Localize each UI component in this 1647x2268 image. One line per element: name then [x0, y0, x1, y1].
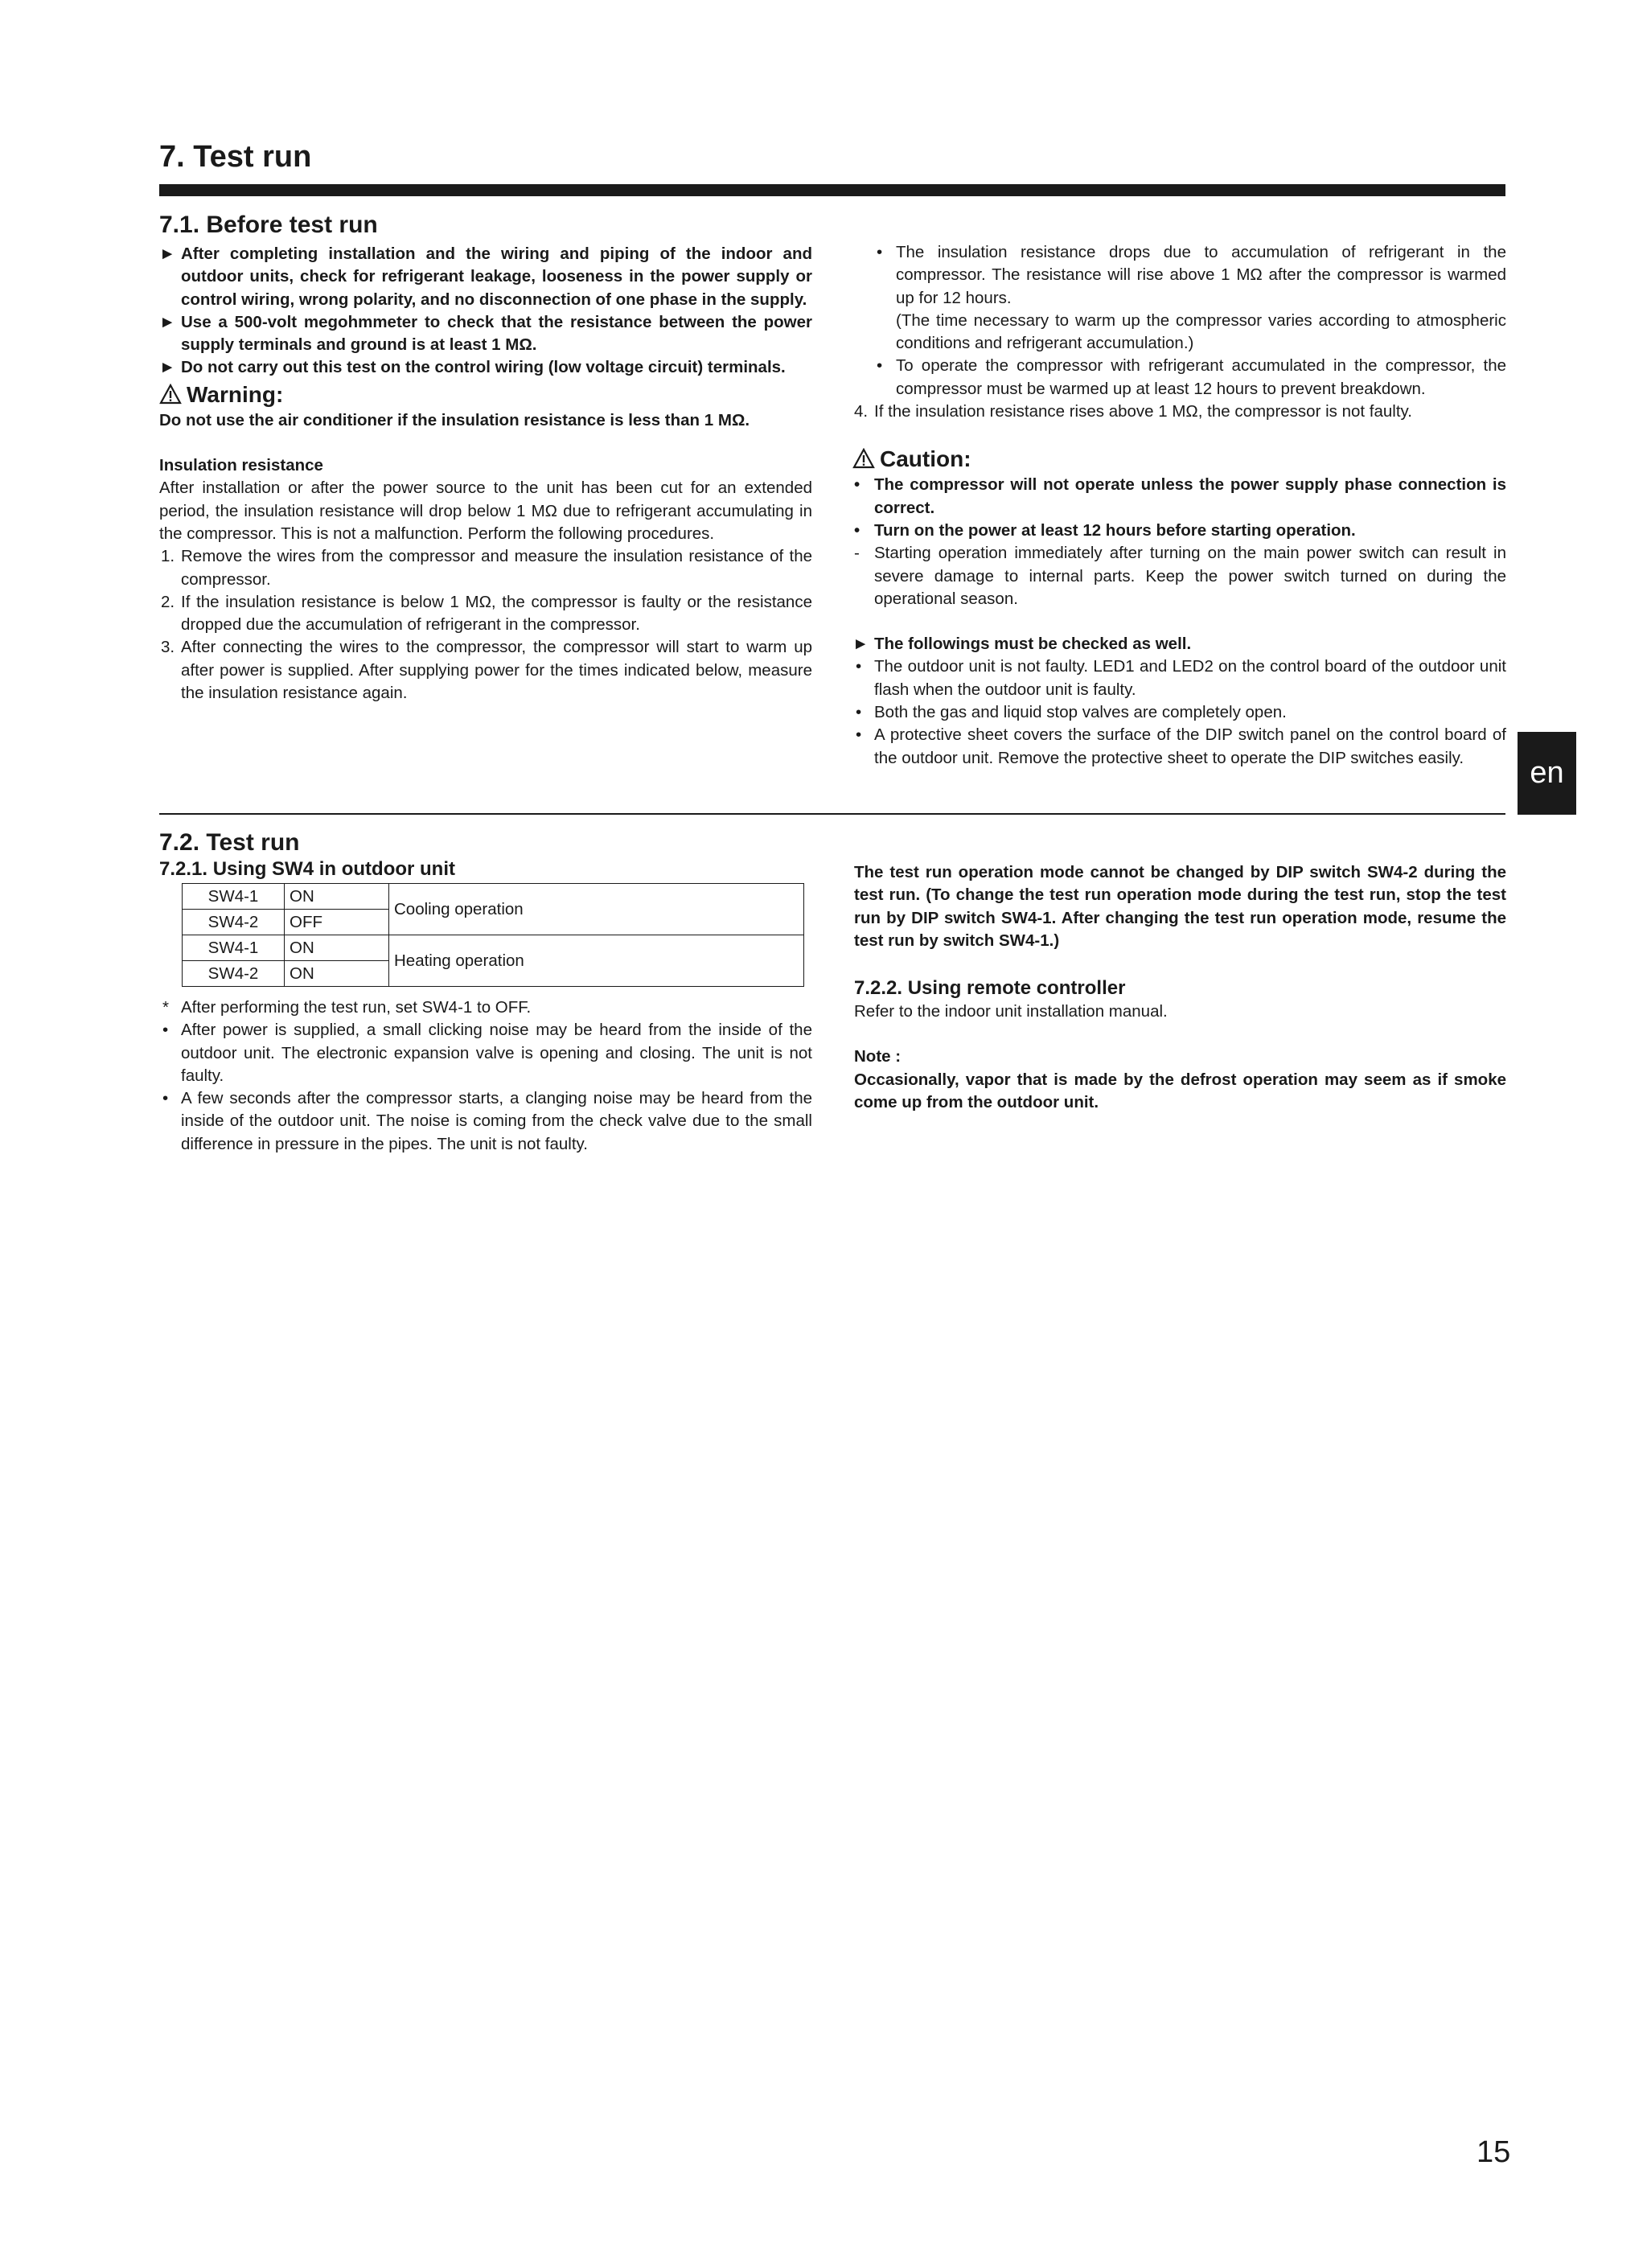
- check-item: ► After completing installation and the wiring and piping of the indoor and outdoor units, check for refrigerant leakage, looseness in the power supply or control wiring, wrong polarity, and no disconnection of one phase in the supply.: [159, 244, 812, 309]
- caution-heading: Caution:: [852, 445, 1506, 474]
- arrow-marker: ►: [159, 244, 176, 263]
- insulation-heading: Insulation resistance: [159, 456, 323, 475]
- remote-controller-text: Refer to the indoor unit installation manual.: [854, 1002, 1168, 1021]
- caution-item: • Turn on the power at least 12 hours before starting operation.: [854, 520, 1356, 540]
- state-cell: OFF: [285, 910, 389, 935]
- state-cell: ON: [285, 935, 389, 961]
- note-label: Note :: [854, 1047, 902, 1066]
- switch-cell: SW4-2: [183, 910, 285, 935]
- subsection-7-2-1-heading: 7.2.1. Using SW4 in outdoor unit: [159, 858, 456, 880]
- followings-heading: ► The followings must be checked as well.: [852, 633, 1506, 655]
- switch-table: [182, 883, 804, 987]
- switch-cell: SW4-2: [183, 961, 285, 987]
- list-item: • Both the gas and liquid stop valves are completely open.: [856, 703, 1287, 722]
- warning-icon: [852, 448, 875, 469]
- section-7-1-heading: 7.1. Before test run: [159, 212, 378, 238]
- procedure-step: 1. Remove the wires from the compressor and measure the insulation resistance of the compressor.: [161, 547, 812, 589]
- arrow-marker: ►: [159, 312, 176, 331]
- page-number: 15: [1477, 2135, 1511, 2169]
- switch-cell: SW4-1: [183, 935, 285, 961]
- check-item: ► Use a 500-volt megohmmeter to check that the resistance between the power supply terminals and ground is at least 1 MΩ.: [159, 312, 812, 355]
- state-cell: ON: [285, 884, 389, 910]
- warning-icon: [159, 384, 182, 405]
- title-rule: [159, 184, 1505, 196]
- page-title: 7. Test run: [159, 140, 312, 174]
- table-row: [183, 935, 804, 961]
- warning-heading: Warning:: [159, 380, 812, 409]
- list-item: • A protective sheet covers the surface of the DIP switch panel on the control board of the outdoor unit. Remove the protective sheet to operate the DIP switches easily.: [856, 725, 1506, 767]
- state-cell: ON: [285, 961, 389, 987]
- section-7-2-heading: 7.2. Test run: [159, 829, 300, 856]
- list-item: • To operate the compressor with refrigerant accumulated in the compressor, the compressor must be warmed up at least 12 hours to prevent breakdown.: [877, 356, 1506, 398]
- procedure-step: 2. If the insulation resistance is below 1 MΩ, the compressor is faulty or the resistance dropped due the accumulation of refrigerant in the compressor.: [161, 592, 812, 635]
- note-text: Occasionally, vapor that is made by the defrost operation may seem as if smoke come up from the outdoor unit.: [854, 1070, 1506, 1112]
- arrow-marker: ►: [159, 358, 176, 377]
- list-item: • A few seconds after the compressor starts, a clanging noise may be heard from the inside of the outdoor unit. The noise is coming from the check valve due to the small difference in pressure in the pipes. The unit is not faulty.: [162, 1089, 812, 1153]
- section-7-1-left: [159, 211, 812, 705]
- table-row: [183, 884, 804, 910]
- mode-cell: Cooling operation: [389, 884, 804, 935]
- section-7-1-right: [852, 241, 1506, 770]
- subsection-7-2-2-heading: 7.2.2. Using remote controller: [854, 977, 1126, 1000]
- caution-detail: - Starting operation immediately after turning on the main power switch can result in severe damage to internal parts. Keep the power switch turned on during the operational season.: [854, 544, 1506, 608]
- insulation-paragraph: After installation or after the power source to the unit has been cut for an extended period, the insulation resistance will drop below 1 MΩ due to refrigerant accumulating in the compressor. This is not a malfunction. Perform the following procedures.: [159, 479, 812, 543]
- caution-item: • The compressor will not operate unless the power supply phase connection is correct.: [854, 475, 1506, 517]
- list-item: • After power is supplied, a small clicking noise may be heard from the inside of the outdoor unit. The electronic expansion valve is opening and closing. The unit is not faulty.: [162, 1021, 812, 1085]
- mode-cell: Heating operation: [389, 935, 804, 987]
- mode-note: The test run operation mode cannot be changed by DIP switch SW4-2 during the test run. (To change the test run operation mode during the test run, stop the test run by DIP switch SW4-1. After changing the test run operation mode, resume the test run by switch SW4-1.): [854, 863, 1506, 950]
- star-note: * After performing the test run, set SW4-1 to OFF.: [162, 998, 532, 1017]
- check-item: ► Do not carry out this test on the control wiring (low voltage circuit) terminals.: [159, 356, 812, 379]
- warmup-note: (The time necessary to warm up the compressor varies according to atmospheric conditions and refrigerant accumulation.): [896, 310, 1506, 353]
- language-tab: en: [1518, 732, 1576, 815]
- switch-cell: SW4-1: [183, 884, 285, 910]
- arrow-marker: ►: [852, 635, 869, 654]
- section-7-2-left: [159, 828, 812, 1156]
- procedure-step: 3. After connecting the wires to the compressor, the compressor will start to warm up after power is supplied. After supplying power for the times indicated below, measure the insulation resistance again.: [161, 638, 812, 703]
- section-divider: [159, 813, 1505, 815]
- warning-text: Do not use the air conditioner if the insulation resistance is less than 1 MΩ.: [159, 410, 750, 429]
- list-item: • The outdoor unit is not faulty. LED1 and LED2 on the control board of the outdoor unit flash when the outdoor unit is faulty.: [856, 657, 1506, 699]
- procedure-step: 4. If the insulation resistance rises above 1 MΩ, the compressor is not faulty.: [854, 402, 1412, 421]
- list-item: • The insulation resistance drops due to accumulation of refrigerant in the compressor. The resistance will rise above 1 MΩ after the compressor is warmed up for 12 hours. (The time necessary to warm up the compressor varies according to atmospheric conditions and refrigerant accumulation.): [877, 243, 1506, 353]
- section-7-2-right: [854, 861, 1506, 1114]
